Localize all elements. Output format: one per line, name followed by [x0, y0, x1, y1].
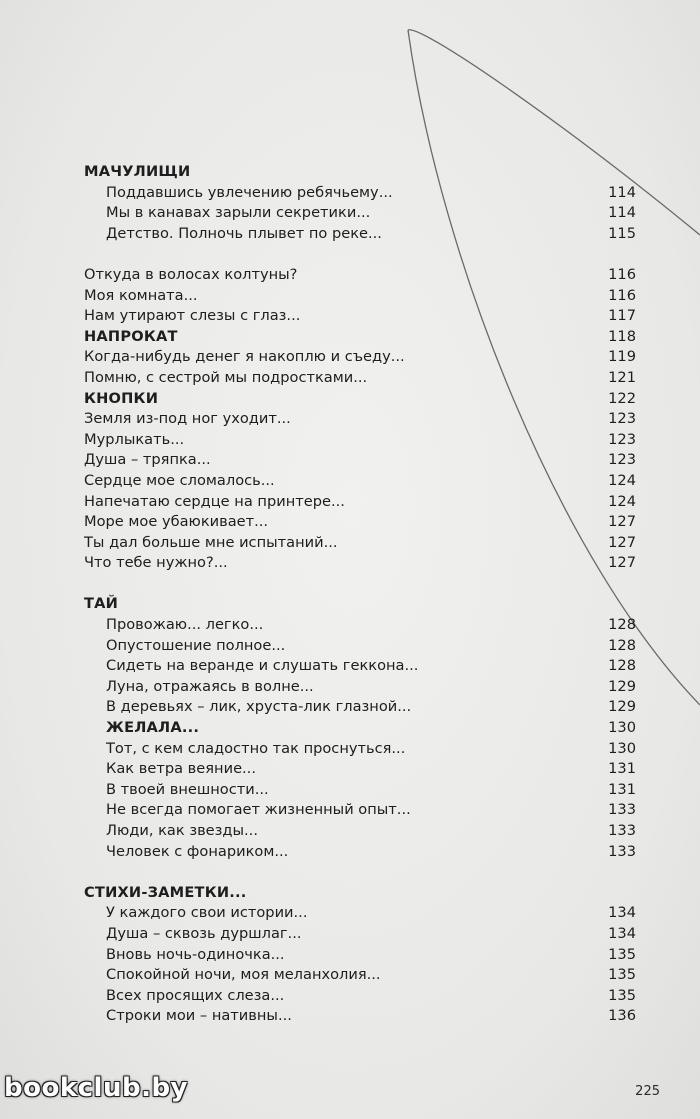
toc-entry-page: 123 [608, 451, 636, 469]
toc-entry-page: 134 [608, 904, 636, 922]
toc-entry [84, 450, 636, 471]
toc-entry [84, 471, 636, 492]
toc-entry-title: Откуда в волосах колтуны? [84, 265, 298, 283]
toc-entry-title: Детство. Полночь плывет по реке... [106, 224, 382, 242]
watermark-logo: bookclub.by [4, 1073, 189, 1103]
toc-entry-page: 130 [608, 719, 636, 737]
toc-entry-page: 128 [608, 636, 636, 654]
section-gap [84, 244, 636, 265]
toc-entry-title: Строки мои – нативны... [106, 1007, 292, 1025]
toc-entry-title: ТАЙ [84, 595, 119, 613]
toc-entry [84, 265, 636, 286]
toc-entry [84, 430, 636, 451]
toc-entry-title: Как ветра веяние... [106, 760, 256, 778]
toc-entry-page: 123 [608, 430, 636, 448]
toc-entry [84, 945, 636, 966]
toc-entry-title: В деревьях – лик, хруста-лик глазной... [106, 698, 412, 716]
toc-entry [84, 739, 636, 760]
toc-entry-title: Нам утирают слезы с глаз... [84, 307, 301, 325]
toc-entry-page: 122 [608, 389, 636, 407]
toc-entry-page: 114 [608, 183, 636, 201]
toc-entry-title: Не всегда помогает жизненный опыт... [106, 801, 411, 819]
toc-entry-title: Всех просящих слеза... [106, 986, 285, 1004]
toc-entry-title: Душа – сквозь дуршлаг... [106, 924, 302, 942]
toc-entry-title: Сидеть на веранде и слушать геккона... [106, 657, 419, 675]
toc-entry [84, 821, 636, 842]
toc-entry-page: 133 [608, 801, 636, 819]
toc-entry-title: Мурлыкать... [84, 430, 185, 448]
toc-entry [84, 409, 636, 430]
toc-entry-title: Мы в канавах зарыли секретики... [106, 204, 371, 222]
toc-entry [84, 780, 636, 801]
toc-entry-title: Что тебе нужно?... [84, 554, 228, 572]
toc-entry [84, 986, 636, 1007]
toc-entry [84, 903, 636, 924]
toc-entry [84, 553, 636, 574]
toc-entry-page: 133 [608, 822, 636, 839]
toc-section-heading [84, 718, 636, 739]
toc-entry-title: Тот, с кем сладостно так проснуться... [106, 739, 406, 757]
toc-entry-title: Люди, как звезды... [106, 822, 258, 839]
toc-entry-page: 128 [608, 616, 636, 634]
toc-section-heading [84, 594, 636, 615]
toc-entry [84, 347, 636, 368]
toc-entry-title: Душа – тряпка... [84, 451, 211, 469]
toc-entry-title: Море мое убаюкивает... [84, 513, 269, 531]
toc-entry-page: 128 [608, 657, 636, 675]
toc-entry-page: 129 [608, 698, 636, 716]
toc-entry-page: 131 [608, 760, 636, 778]
toc-entry [84, 368, 636, 389]
toc-entry-page: 130 [608, 739, 636, 757]
toc-entry-title: ЖЕЛАЛА... [106, 719, 200, 737]
toc-entry [84, 677, 636, 698]
section-gap [84, 862, 636, 883]
toc-entry [84, 512, 636, 533]
toc-entry-page: 133 [608, 842, 636, 860]
toc-entry-page: 123 [608, 410, 636, 428]
toc-entry-page: 136 [608, 1007, 636, 1025]
toc-section-heading [84, 162, 636, 183]
toc-entry-title: Вновь ночь-одиночка... [106, 945, 285, 963]
toc-entry-title: Человек с фонариком... [106, 842, 289, 860]
toc-entry-page: 117 [608, 307, 636, 325]
toc-entry-page: 121 [608, 368, 636, 386]
toc-entry-title: Напечатаю сердце на принтере... [84, 492, 345, 510]
toc-entry [84, 965, 636, 986]
toc-entry [84, 924, 636, 945]
toc-entry [84, 697, 636, 718]
toc-entry-page: 134 [608, 924, 636, 942]
toc-entry [84, 842, 636, 863]
toc-entry [84, 636, 636, 657]
table-of-contents [84, 162, 636, 1027]
toc-entry [84, 203, 636, 224]
section-gap [84, 574, 636, 595]
toc-entry-page: 127 [608, 533, 636, 551]
toc-entry-title: Поддавшись увлечению ребячьему... [106, 183, 393, 201]
toc-entry-page: 114 [608, 204, 636, 222]
toc-entry-title: Помню, с сестрой мы подростками... [84, 368, 368, 386]
toc-entry-title: Опустошение полное... [106, 636, 286, 654]
toc-entry-page: 135 [608, 945, 636, 963]
toc-entry-page: 116 [608, 265, 636, 283]
toc-entry-title: Провожаю... легко... [106, 616, 264, 634]
toc-entry-page: 129 [608, 677, 636, 695]
toc-entry-title: В твоей внешности... [106, 780, 269, 798]
toc-entry [84, 492, 636, 513]
toc-entry-title: СТИХИ-ЗАМЕТКИ... [84, 883, 247, 901]
toc-entry-title: МАЧУЛИЩИ [84, 163, 191, 180]
toc-entry-page: 124 [608, 492, 636, 510]
toc-entry-title: Луна, отражаясь в волне... [106, 677, 314, 695]
page-number: 225 [635, 1084, 660, 1099]
toc-entry-page: 119 [608, 348, 636, 366]
toc-entry-title: Спокойной ночи, моя меланхолия... [106, 966, 381, 984]
toc-entry-page: 115 [608, 224, 636, 242]
toc-entry [84, 800, 636, 821]
toc-entry-page: 124 [608, 471, 636, 489]
toc-entry-title: Ты дал больше мне испытаний... [84, 533, 338, 551]
toc-entry-page: 116 [608, 286, 636, 304]
toc-entry [84, 306, 636, 327]
toc-entry-page: 127 [608, 513, 636, 531]
toc-entry-title: Когда-нибудь денег я накоплю и съеду... [84, 348, 405, 366]
toc-entry-title: Земля из-под ног уходит... [84, 410, 291, 428]
toc-entry [84, 183, 636, 204]
toc-entry-page: 127 [608, 554, 636, 572]
toc-entry [84, 1006, 636, 1027]
toc-entry [84, 615, 636, 636]
toc-entry-page: 131 [608, 780, 636, 798]
toc-entry [84, 286, 636, 307]
toc-entry-title: НАПРОКАТ [84, 327, 178, 345]
toc-section-heading [84, 327, 636, 348]
toc-entry-title: КНОПКИ [84, 389, 159, 407]
toc-entry-title: Моя комната... [84, 286, 198, 304]
toc-entry-title: У каждого свои истории... [106, 904, 308, 922]
toc-entry [84, 224, 636, 245]
toc-section-heading [84, 389, 636, 410]
toc-entry-title: Сердце мое сломалось... [84, 471, 275, 489]
toc-entry [84, 759, 636, 780]
toc-section-heading [84, 883, 636, 904]
toc-entry [84, 533, 636, 554]
toc-entry-page: 118 [608, 327, 636, 345]
toc-entry-page: 135 [608, 986, 636, 1004]
toc-entry-page: 135 [608, 966, 636, 984]
toc-entry [84, 656, 636, 677]
